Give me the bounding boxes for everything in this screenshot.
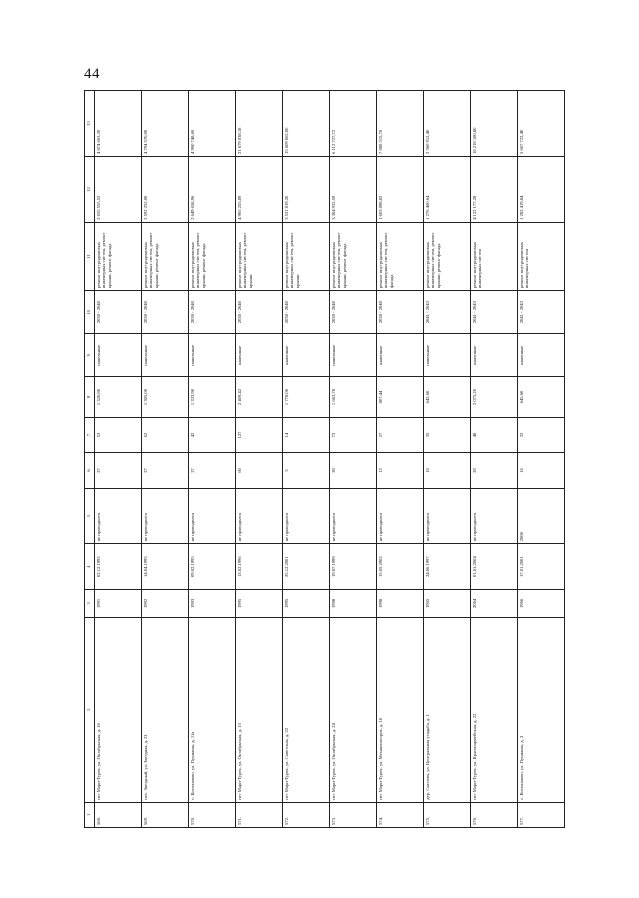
area-cell: 645,60 (518, 377, 565, 418)
year-built-cell: 1995 (236, 589, 283, 617)
cost-estimate-cell: 2 592 252,00 (142, 156, 189, 222)
column-number-12: 12 (85, 156, 95, 222)
column-number-10: 10 (85, 291, 95, 334)
table-row (471, 91, 518, 828)
wall-material-cell: каменные (236, 334, 283, 377)
address-cell: дер. Сысоева, ул. Центральная усадьба, д. 1 (424, 617, 471, 802)
table-row (236, 91, 283, 828)
wall-material-cell: каменные (377, 334, 424, 377)
commission-date-cell: 19.07.1999 (330, 544, 377, 590)
column-number-8: 8 (85, 377, 95, 418)
cost-estimate-cell: 2 655 555,52 (95, 156, 142, 222)
works-cell: ремонт внутридомовых инженерных систем, ремонт фасада (377, 222, 424, 290)
column-number-6: 6 (85, 453, 95, 488)
area-cell: 1 305,00 (142, 377, 189, 418)
cost-total-cell: 5 667 722,40 (518, 91, 565, 157)
row-number: 572. (283, 802, 330, 827)
last-capital-repair-cell: не проводился (142, 488, 189, 544)
address-cell: пгт Мари-Турек, ул. Октябрьская, д. 13 (236, 617, 283, 802)
wall-material-cell: панельные (330, 334, 377, 377)
cost-total-cell: 4 874 663,20 (95, 91, 142, 157)
repair-period-cell: 2041 - 2043 (424, 291, 471, 334)
cost-estimate-cell: 1 603 898,82 (377, 156, 424, 222)
repair-period-cell: 2038 - 2040 (283, 291, 330, 334)
wall-material-cell: каменные (283, 334, 330, 377)
commission-date-cell: 24.06.1997 (424, 544, 471, 590)
repair-period-cell: 2038 - 2040 (330, 291, 377, 334)
housing-table-frame (84, 90, 562, 828)
year-built-cell: 1998 (377, 589, 424, 617)
cost-total-cell: 18 218 180,80 (471, 91, 518, 157)
commission-date-cell: 25.12.2001 (283, 544, 330, 590)
commission-date-cell: 13.02.1996 (236, 544, 283, 590)
last-capital-repair-cell: не проводился (424, 488, 471, 544)
row-number: 568. (95, 802, 142, 827)
wall-material-cell: панельные (95, 334, 142, 377)
last-capital-repair-cell: не проводился (283, 488, 330, 544)
repair-period-cell: 2038 - 2040 (236, 291, 283, 334)
works-cell: ремонт внутридомовых инженерных систем, ремонт крыши, ремонт фасада (95, 222, 142, 290)
column-number-13: 13 (85, 91, 95, 157)
count-a-cell: 60 (236, 453, 283, 488)
column-number-5: 5 (85, 488, 95, 544)
address-cell: пос. Звездный, ул. Звездная, д. 21 (142, 617, 189, 802)
works-cell: ремонт внутридомовых инженерных систем, ремонт крыши (236, 222, 283, 290)
column-number-1: 1 (85, 802, 95, 827)
cost-total-cell: 2 360 912,40 (424, 91, 471, 157)
column-number-row (85, 91, 95, 828)
count-b-cell: 42 (189, 417, 236, 452)
last-capital-repair-cell: не проводился (471, 488, 518, 544)
count-b-cell: 127 (236, 417, 283, 452)
row-number: 575. (424, 802, 471, 827)
works-cell: ремонт внутридомовых инженерных систем (471, 222, 518, 290)
column-number-9: 9 (85, 334, 95, 377)
count-a-cell: 27 (95, 453, 142, 488)
commission-date-cell: 01.01.2004 (471, 544, 518, 590)
count-b-cell: 35 (424, 417, 471, 452)
count-a-cell: 27 (189, 453, 236, 488)
commission-date-cell: 17.01.2001 (518, 544, 565, 590)
wall-material-cell: панельные (424, 334, 471, 377)
area-cell: 2 075,20 (471, 377, 518, 418)
row-number: 576. (471, 802, 518, 827)
column-number-2: 2 (85, 617, 95, 802)
page-number: 44 (84, 66, 100, 82)
area-cell: 1 663,78 (330, 377, 377, 418)
table-row (189, 91, 236, 828)
table-row (330, 91, 377, 828)
year-built-cell: 1966 (518, 589, 565, 617)
area-cell: 1 333,90 (189, 377, 236, 418)
count-b-cell: 62 (142, 417, 189, 452)
housing-repair-table (84, 90, 565, 828)
cost-estimate-cell: 4 905 255,89 (236, 156, 283, 222)
year-built-cell: 1992 (142, 589, 189, 617)
cost-estimate-cell: 2 649 658,96 (189, 156, 236, 222)
year-built-cell: 1998 (330, 589, 377, 617)
row-number: 573. (330, 802, 377, 827)
cost-total-cell: 15 609 062,00 (283, 91, 330, 157)
wall-material-cell: панельные (142, 334, 189, 377)
row-number: 577. (518, 802, 565, 827)
area-cell: 1 778,00 (283, 377, 330, 418)
address-cell: пгт Мари-Турек, ул. Красноармейская, д. 22 (471, 617, 518, 802)
count-a-cell: 16 (518, 453, 565, 488)
count-b-cell: 14 (283, 417, 330, 452)
commission-date-cell: 15.05.2002 (377, 544, 424, 590)
count-b-cell: 48 (471, 417, 518, 452)
year-built-cell: 1993 (189, 589, 236, 617)
cost-estimate-cell: 3 531 819,20 (283, 156, 330, 222)
count-a-cell: 5 (283, 453, 330, 488)
last-capital-repair-cell: не проводился (330, 488, 377, 544)
table-row (95, 91, 142, 828)
table-row (518, 91, 565, 828)
column-number-4: 4 (85, 544, 95, 590)
cost-total-cell: 7 088 515,76 (377, 91, 424, 157)
works-cell: ремонт внутридомовых инженерных систем (518, 222, 565, 290)
count-a-cell: 27 (142, 453, 189, 488)
row-number: 571. (236, 802, 283, 827)
year-built-cell: 1991 (95, 589, 142, 617)
year-built-cell: 2004 (471, 589, 518, 617)
area-cell: 642,60 (424, 377, 471, 418)
count-b-cell: 32 (518, 417, 565, 452)
repair-period-cell: 2041 - 2043 (518, 291, 565, 334)
last-capital-repair-cell: 2008 (518, 488, 565, 544)
table-body (95, 91, 565, 828)
repair-period-cell: 2041 - 2043 (471, 291, 518, 334)
table-row (377, 91, 424, 828)
repair-period-cell: 2038 - 2040 (377, 291, 424, 334)
cost-estimate-cell: 1 276 460,64 (424, 156, 471, 222)
cost-total-cell: 4 900 748,60 (189, 91, 236, 157)
count-a-cell: 30 (330, 453, 377, 488)
area-cell: 1 320,80 (95, 377, 142, 418)
column-number-7: 7 (85, 417, 95, 452)
works-cell: ремонт внутридомовых инженерных систем, ремонт крыши, ремонт фасада (142, 222, 189, 290)
row-number: 570. (189, 802, 236, 827)
last-capital-repair-cell: не проводился (189, 488, 236, 544)
column-number-3: 3 (85, 589, 95, 617)
table-row (283, 91, 330, 828)
address-cell: с. Косолапово, ул. Пушкина, д. 3 (518, 617, 565, 802)
cost-estimate-cell: 3 304 932,59 (330, 156, 377, 222)
last-capital-repair-cell: не проводился (236, 488, 283, 544)
works-cell: ремонт внутридомовых инженерных систем, ремонт крыши, ремонт фасада (330, 222, 377, 290)
row-number: 574. (377, 802, 424, 827)
address-cell: пгт Мари-Турек, ул. Советская, д. 22 (283, 617, 330, 802)
table-row (424, 91, 471, 828)
year-built-cell: 1995 (283, 589, 330, 617)
cost-total-cell: 4 794 570,00 (142, 91, 189, 157)
wall-material-cell: панельные (189, 334, 236, 377)
cost-total-cell: 21 679 038,18 (236, 91, 283, 157)
cost-total-cell: 6 112 727,72 (330, 91, 377, 157)
column-number-11: 11 (85, 222, 95, 290)
commission-date-cell: 09.02.1995 (189, 544, 236, 590)
wall-material-cell: каменные (518, 334, 565, 377)
cost-estimate-cell: 1 282 419,84 (518, 156, 565, 222)
last-capital-repair-cell: не проводился (95, 488, 142, 544)
repair-period-cell: 2038 - 2040 (95, 291, 142, 334)
works-cell: ремонт внутридомовых инженерных систем, ремонт крыши (283, 222, 330, 290)
count-b-cell: 53 (95, 417, 142, 452)
works-cell: ремонт внутридомовых инженерных систем, ремонт крыши, ремонт фасада (189, 222, 236, 290)
wall-material-cell: каменные (471, 334, 518, 377)
year-built-cell: 1965 (424, 589, 471, 617)
count-b-cell: 27 (377, 417, 424, 452)
row-number: 569. (142, 802, 189, 827)
commission-date-cell: 14.04.1995 (142, 544, 189, 590)
address-cell: пгт Мари-Турек, ул. Октябрьская, д. 16 (95, 617, 142, 802)
area-cell: 807,44 (377, 377, 424, 418)
repair-period-cell: 2038 - 2040 (142, 291, 189, 334)
repair-period-cell: 2038 - 2040 (189, 291, 236, 334)
last-capital-repair-cell: не проводился (377, 488, 424, 544)
cost-estimate-cell: 4 122 177,28 (471, 156, 518, 222)
table-row (142, 91, 189, 828)
address-cell: пгт Мари-Турек, ул. Механизаторов, д. 16 (377, 617, 424, 802)
address-cell: пгт Мари-Турек, ул. Октябрьская, д. 24 (330, 617, 377, 802)
count-a-cell: 16 (424, 453, 471, 488)
count-b-cell: 72 (330, 417, 377, 452)
works-cell: ремонт внутридомовых инженерных систем, ремонт крыши, ремонт фасада (424, 222, 471, 290)
commission-date-cell: 02.12.1992 (95, 544, 142, 590)
area-cell: 2 469,42 (236, 377, 283, 418)
count-a-cell: 12 (377, 453, 424, 488)
count-a-cell: 20 (471, 453, 518, 488)
address-cell: с. Косолапово, ул. Пушкина, д. 11а (189, 617, 236, 802)
